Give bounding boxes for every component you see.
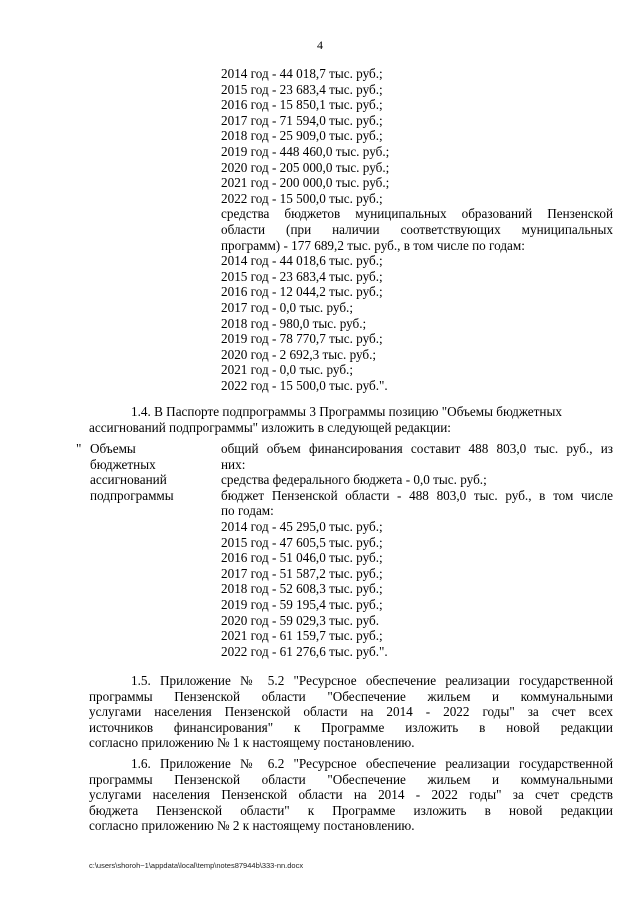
municipal-budget-text: средства бюджетов муниципальных образований Пензенской <box>221 206 613 222</box>
year-line: 2021 год - 200 000,0 тыс. руб.; <box>221 175 390 191</box>
section-1-4 <box>89 404 613 435</box>
municipal-year-line: 2021 год - 0,0 тыс. руб.; <box>221 362 354 378</box>
municipal-year-line: 2017 год - 0,0 тыс. руб.; <box>221 299 354 315</box>
table-year-line: 2019 год - 59 195,4 тыс. руб.; <box>221 596 383 612</box>
section-1-6-line: программы Пензенской области "Обеспечение жильем и коммунальными <box>89 771 613 787</box>
table-year-line: 2017 год - 51 587,2 тыс. руб.; <box>221 565 383 581</box>
year-line: 2018 год - 25 909,0 тыс. руб.; <box>221 128 383 144</box>
year-line: 2017 год - 71 594,0 тыс. руб.; <box>221 112 383 128</box>
table-year-line: 2014 год - 45 295,0 тыс. руб.; <box>221 518 383 534</box>
table-left-label: подпрограммы <box>90 487 174 503</box>
table-year-line: 2020 год - 59 029,3 тыс. руб. <box>221 612 380 628</box>
table-right-text: по годам: <box>221 503 274 519</box>
municipal-year-line: 2014 год - 44 018,6 тыс. руб.; <box>221 253 383 269</box>
municipal-year-line: 2015 год - 23 683,4 тыс. руб.; <box>221 268 383 284</box>
municipal-year-line: 2018 год - 980,0 тыс. руб.; <box>221 315 367 331</box>
table-left-label: бюджетных <box>90 456 156 472</box>
funding-year-list <box>221 66 613 393</box>
section-1-6-line: бюджета Пензенской области" к Программе изложить в новой редакции <box>89 802 613 818</box>
section-1-4-line: ассигнований подпрограммы" изложить в следующей редакции: <box>89 419 451 435</box>
municipal-year-line: 2019 год - 78 770,7 тыс. руб.; <box>221 331 383 347</box>
table-year-line: 2016 год - 51 046,0 тыс. руб.; <box>221 550 383 566</box>
year-line: 2014 год - 44 018,7 тыс. руб.; <box>221 66 383 81</box>
year-line: 2016 год - 15 850,1 тыс. руб.; <box>221 97 383 113</box>
table-right-column <box>221 441 613 659</box>
page-number: 4 <box>317 38 323 52</box>
section-1-4-line: 1.4. В Паспорте подпрограммы 3 Программы позицию "Объемы бюджетных <box>131 404 562 419</box>
table-right-text: общий объем финансирования составит 488 803,0 тыс. руб., из <box>221 441 613 456</box>
section-1-6-line: согласно приложению № 2 к настоящему постановлению. <box>89 818 415 834</box>
section-1-5-line: 1.5. Приложение № 5.2 "Ресурсное обеспечение реализации государственной <box>131 673 613 688</box>
table-year-line: 2018 год - 52 608,3 тыс. руб.; <box>221 581 383 597</box>
table-left-column <box>90 441 215 503</box>
municipal-budget-text: области (при наличии соответствующих муниципальных <box>221 221 613 237</box>
municipal-year-line: 2016 год - 12 044,2 тыс. руб.; <box>221 284 383 300</box>
table-year-line: 2015 год - 47 605,5 тыс. руб.; <box>221 534 383 550</box>
municipal-budget-text: программ) - 177 689,2 тыс. руб., в том числе по годам: <box>221 237 525 253</box>
section-1-6 <box>89 756 613 834</box>
year-line: 2022 год - 15 500,0 тыс. руб.; <box>221 190 383 206</box>
section-1-5-line: программы Пензенской области "Обеспечение жильем и коммунальными <box>89 688 613 704</box>
year-line: 2015 год - 23 683,4 тыс. руб.; <box>221 81 383 97</box>
table-right-text: бюджет Пензенской области - 488 803,0 тыс. руб., в том числе <box>221 487 613 503</box>
section-1-6-line: услугами населения Пензенской области на 2014 - 2022 годы" за счет средств <box>89 787 613 803</box>
section-1-5-line: источников финансирования" к Программе изложить в новой редакции <box>89 719 613 735</box>
municipal-year-line: 2022 год - 15 500,0 тыс. руб.". <box>221 377 388 393</box>
section-1-5-line: согласно приложению № 1 к настоящему постановлению. <box>89 735 415 751</box>
table-left-label: Объемы <box>90 441 136 456</box>
year-line: 2020 год - 205 000,0 тыс. руб.; <box>221 159 390 175</box>
table-right-text: них: <box>221 456 246 472</box>
table-year-line: 2022 год - 61 276,6 тыс. руб.". <box>221 643 388 659</box>
year-line: 2019 год - 448 460,0 тыс. руб.; <box>221 143 390 159</box>
table-year-line: 2021 год - 61 159,7 тыс. руб.; <box>221 628 383 644</box>
footer-file-path: c:\users\shoroh~1\appdata\local\temp\notes87944b\333-nn.docx <box>89 861 304 870</box>
table-right-text: средства федерального бюджета - 0,0 тыс. руб.; <box>221 472 487 488</box>
section-1-5 <box>89 673 613 751</box>
section-1-5-line: услугами населения Пензенской области на 2014 - 2022 годы" за счет всех <box>89 704 613 720</box>
municipal-year-line: 2020 год - 2 692,3 тыс. руб.; <box>221 346 377 362</box>
table-left-label: ассигнований <box>90 472 167 488</box>
opening-quote: " <box>76 441 82 456</box>
section-1-6-line: 1.6. Приложение № 6.2 "Ресурсное обеспечение реализации государственной <box>131 756 613 771</box>
